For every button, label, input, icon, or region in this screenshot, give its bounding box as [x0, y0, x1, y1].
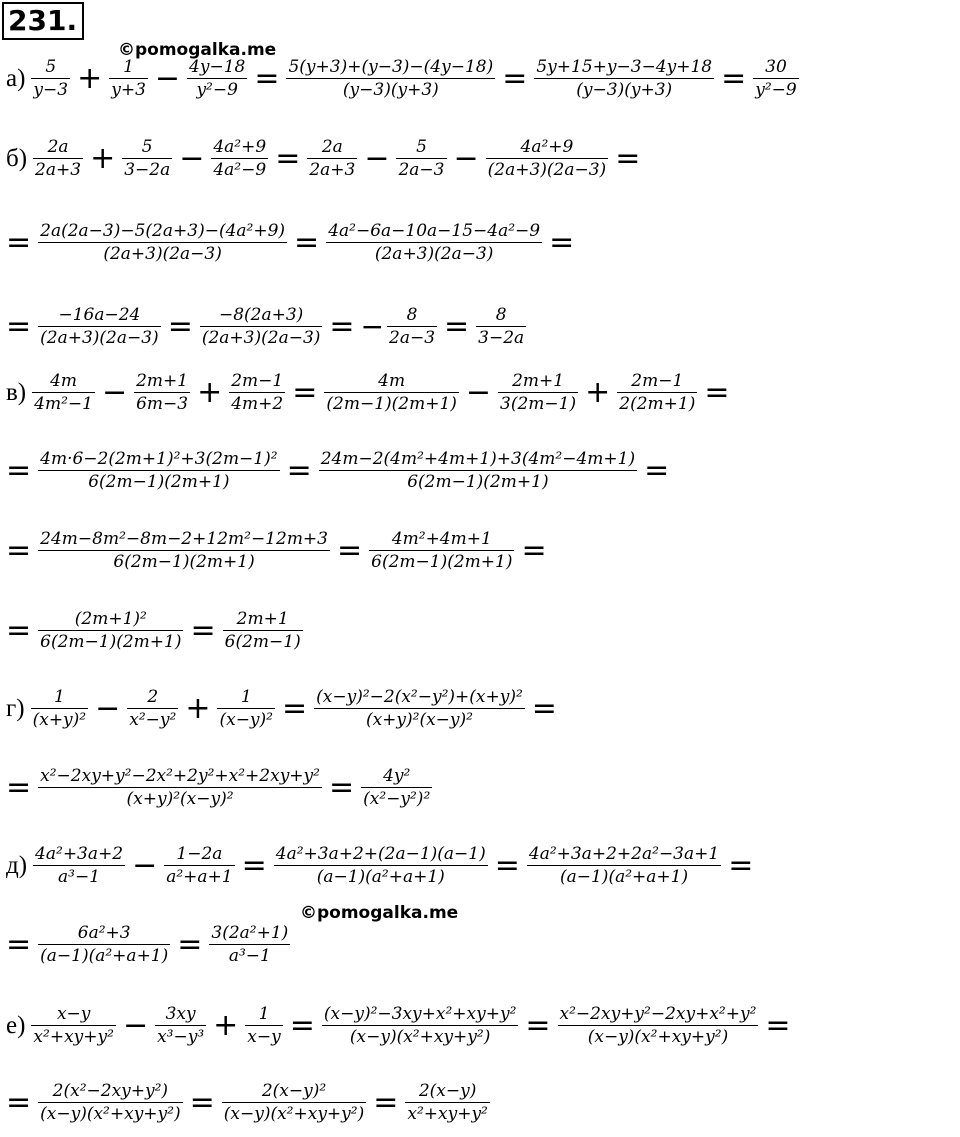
- denominator: x−y: [247, 1027, 281, 1047]
- denominator: (x−y)(x²+xy+y²): [587, 1027, 729, 1047]
- numerator: 30: [765, 57, 787, 77]
- denominator: 3(2m−1): [500, 394, 577, 414]
- numerator: 24m−2(4m²+4m+1)+3(4m²−4m+1): [320, 449, 636, 469]
- fraction: [534, 56, 714, 101]
- fraction: [396, 136, 446, 181]
- numerator: −8(2a+3): [218, 305, 304, 325]
- operator-sign: =: [241, 847, 267, 883]
- equation-line-g: [6, 686, 561, 731]
- denominator: 3−2a: [478, 328, 525, 348]
- equation-line-a: [6, 56, 802, 101]
- operator-sign: =: [6, 769, 32, 805]
- equation-line-d: [6, 843, 757, 888]
- numerator: x²−2xy+y²−2x²+2y²+x²+2xy+y²: [40, 766, 320, 786]
- fraction: [324, 370, 459, 415]
- fraction: [307, 136, 357, 181]
- numerator: (x−y)²−3xy+x²+xy+y²: [323, 1004, 517, 1024]
- denominator: 6(2m−1)(2m+1): [113, 552, 255, 572]
- fraction: [134, 370, 190, 415]
- numerator: −16a−24: [58, 305, 141, 325]
- fraction: [326, 220, 542, 265]
- operator-sign: =: [294, 224, 320, 260]
- numerator: 5: [141, 137, 153, 157]
- numerator: 4m: [50, 371, 78, 391]
- fraction: [155, 1003, 206, 1048]
- denominator: 6(2m−1)(2m+1): [88, 472, 230, 492]
- numerator: 8: [406, 305, 418, 325]
- operator-sign: =: [644, 452, 670, 488]
- operator-sign: −: [453, 140, 479, 176]
- equation-line-b: [6, 136, 644, 181]
- operator-sign: =: [704, 374, 730, 410]
- equation-line-e: [6, 1003, 795, 1048]
- equation-line-v-4: [6, 608, 306, 653]
- denominator: (2a+3)(2a−3): [487, 160, 607, 180]
- denominator: 3−2a: [124, 160, 171, 180]
- equation-line-v-3: [6, 528, 551, 573]
- numerator: 2a: [321, 137, 343, 157]
- numerator: 4a²−6a−10a−15−4a²−9: [328, 221, 541, 241]
- fraction: [31, 56, 70, 101]
- numerator: 1: [53, 687, 65, 707]
- operator-sign: =: [6, 308, 32, 344]
- denominator: (y−3)(y+3): [342, 80, 439, 100]
- numerator: 1: [258, 1004, 270, 1024]
- operator-sign: =: [765, 1007, 791, 1043]
- denominator: (x+y)²(x−y)²: [365, 710, 473, 730]
- denominator: (x+y)²(x−y)²: [126, 789, 234, 809]
- numerator: 5(y+3)+(y−3)−(4y−18): [288, 57, 494, 77]
- fraction: [217, 686, 275, 731]
- fraction: [319, 448, 637, 493]
- item-label: в): [6, 378, 27, 406]
- denominator: 6(2m−1)(2m+1): [40, 632, 182, 652]
- numerator: (x−y)²−2(x²−y²)+(x+y)²: [316, 687, 523, 707]
- operator-sign: =: [6, 612, 32, 648]
- operator-sign: =: [728, 847, 754, 883]
- fraction: [38, 765, 322, 810]
- fraction: [32, 370, 95, 415]
- denominator: (x−y)(x²+xy+y²): [223, 1104, 365, 1124]
- equation-line-d-2: [6, 922, 293, 967]
- operator-sign: =: [281, 690, 308, 726]
- denominator: 2a−3: [398, 160, 445, 180]
- operator-sign: =: [6, 224, 32, 260]
- fraction: [38, 922, 170, 967]
- equation-line-e-2: [6, 1080, 493, 1125]
- item-label: е): [6, 1011, 26, 1039]
- denominator: 2(2m+1): [619, 394, 696, 414]
- equation-line-b-3: [6, 304, 529, 349]
- fraction: [209, 922, 290, 967]
- denominator: (x−y)(x²+xy+y²): [349, 1027, 491, 1047]
- operator-sign: −: [360, 310, 385, 343]
- operator-sign: =: [337, 532, 363, 568]
- denominator: (2a+3)(2a−3): [103, 244, 222, 264]
- operator-sign: −: [179, 140, 205, 176]
- fraction: [286, 56, 495, 101]
- fraction: [33, 843, 125, 888]
- operator-sign: =: [373, 1084, 399, 1120]
- operator-sign: =: [6, 926, 32, 962]
- denominator: 6m−3: [136, 394, 189, 414]
- fraction: [322, 1003, 519, 1048]
- denominator: a³−1: [58, 867, 101, 887]
- numerator: 2(x−y): [418, 1081, 477, 1101]
- operator-sign: +: [185, 690, 211, 726]
- operator-sign: =: [254, 60, 280, 96]
- denominator: 4m²−1: [34, 394, 93, 414]
- fraction: [361, 765, 432, 810]
- denominator: x²−y²: [129, 710, 177, 730]
- numerator: 1−2a: [176, 844, 223, 864]
- operator-sign: =: [329, 308, 355, 344]
- operator-sign: =: [521, 532, 547, 568]
- denominator: (2a+3)(2a−3): [40, 328, 159, 348]
- fraction: [38, 608, 183, 653]
- denominator: x³−y³: [157, 1027, 205, 1047]
- operator-sign: +: [213, 1007, 239, 1043]
- fraction: [200, 304, 323, 349]
- operator-sign: +: [90, 140, 116, 176]
- numerator: 2m+1: [512, 371, 565, 391]
- numerator: 5: [416, 137, 427, 157]
- denominator: 2a+3: [309, 160, 356, 180]
- numerator: 3xy: [165, 1004, 196, 1024]
- numerator: 4a²+3a+2+(2a−1)(a−1): [275, 844, 486, 864]
- operator-sign: =: [328, 769, 355, 805]
- numerator: x−y: [56, 1004, 91, 1024]
- operator-sign: −: [364, 140, 390, 176]
- operator-sign: =: [289, 1007, 315, 1043]
- operator-sign: =: [190, 612, 216, 648]
- fraction: [31, 686, 89, 731]
- fraction: [387, 304, 437, 349]
- numerator: 2m−1: [631, 371, 684, 391]
- fraction: [405, 1080, 490, 1125]
- problem-number: 231.: [2, 2, 84, 40]
- fraction: [38, 448, 279, 493]
- operator-sign: =: [167, 308, 193, 344]
- numerator: 4m·6−2(2m+1)²+3(2m−1)²: [40, 449, 278, 469]
- operator-sign: =: [292, 374, 318, 410]
- numerator: 2a: [47, 137, 69, 157]
- fraction: [122, 136, 172, 181]
- operator-sign: −: [465, 374, 492, 410]
- operator-sign: +: [77, 60, 103, 96]
- numerator: 2m+1: [136, 371, 189, 391]
- fraction: [617, 370, 697, 415]
- operator-sign: =: [6, 452, 32, 488]
- denominator: y²−9: [196, 80, 238, 100]
- fraction: [753, 56, 798, 101]
- denominator: a²+a+1: [166, 867, 233, 887]
- fraction: [38, 220, 287, 265]
- denominator: 6(2m−1): [224, 632, 301, 652]
- denominator: (a−1)(a²+a+1): [316, 867, 445, 887]
- numerator: 2m−1: [231, 371, 284, 391]
- denominator: 4m+2: [231, 394, 284, 414]
- numerator: 2m+1: [236, 609, 289, 629]
- operator-sign: =: [286, 452, 312, 488]
- fraction: [38, 1080, 182, 1125]
- fraction: [223, 608, 303, 653]
- numerator: 5y+15+y−3−4y+18: [536, 57, 713, 77]
- denominator: a³−1: [228, 946, 271, 966]
- numerator: 4a²+3a+2+2a²−3a+1: [528, 844, 720, 864]
- operator-sign: −: [132, 847, 158, 883]
- operator-sign: +: [197, 374, 223, 410]
- fraction: [127, 686, 178, 731]
- operator-sign: −: [101, 374, 128, 410]
- numerator: 24m−8m²−8m−2+12m²−12m+3: [40, 529, 328, 549]
- operator-sign: −: [154, 60, 181, 96]
- numerator: 4m²+4m+1: [391, 529, 492, 549]
- operator-sign: =: [494, 847, 520, 883]
- operator-sign: =: [502, 60, 528, 96]
- numerator: 2: [147, 687, 159, 707]
- denominator: (x+y)²: [32, 710, 87, 730]
- fraction: [558, 1003, 759, 1048]
- numerator: 2(x−y)²: [261, 1081, 327, 1101]
- operator-sign: =: [549, 224, 575, 260]
- equation-line-v: [6, 370, 733, 415]
- fraction: [274, 843, 488, 888]
- fraction: [164, 843, 234, 888]
- equation-line-b-2: [6, 220, 578, 265]
- denominator: 6(2m−1)(2m+1): [371, 552, 513, 572]
- fraction: [222, 1080, 366, 1125]
- fraction: [527, 843, 721, 888]
- denominator: (x−y)²: [219, 710, 273, 730]
- operator-sign: =: [6, 532, 32, 568]
- fraction: [498, 370, 578, 415]
- fraction: [369, 528, 514, 573]
- numerator: 2a(2a−3)−5(2a+3)−(4a²+9): [40, 221, 286, 241]
- fraction: [486, 136, 609, 181]
- numerator: x²−2xy+y²−2xy+x²+y²: [559, 1004, 757, 1024]
- numerator: 4m: [378, 371, 406, 391]
- item-label: д): [6, 851, 28, 879]
- numerator: 2(x²−2xy+y²): [52, 1081, 169, 1101]
- numerator: 1: [123, 57, 134, 77]
- item-label: а): [6, 64, 26, 92]
- operator-sign: +: [585, 374, 611, 410]
- operator-sign: =: [444, 308, 470, 344]
- denominator: 2a−3: [389, 328, 436, 348]
- numerator: 4a²+9: [520, 137, 574, 157]
- operator-sign: =: [531, 690, 557, 726]
- numerator: 5: [45, 57, 57, 77]
- numerator: 3(2a²+1): [211, 923, 289, 943]
- item-label: б): [6, 144, 28, 172]
- numerator: 4y²: [383, 766, 411, 786]
- numerator: 6a²+3: [77, 923, 131, 943]
- denominator: (2m−1)(2m+1): [326, 394, 457, 414]
- operator-sign: =: [177, 926, 203, 962]
- numerator: 1: [240, 687, 252, 707]
- denominator: 4a²−9: [213, 160, 267, 180]
- fraction: [211, 136, 268, 181]
- fraction: [33, 136, 83, 181]
- operator-sign: =: [275, 140, 301, 176]
- denominator: x²+xy+y²: [33, 1027, 114, 1047]
- operator-sign: −: [122, 1007, 149, 1043]
- numerator: 4y−18: [189, 57, 246, 77]
- fraction: [476, 304, 526, 349]
- fraction: [38, 304, 161, 349]
- watermark-top: ©pomogalka.me: [118, 40, 277, 60]
- numerator: 4a²+9: [213, 137, 267, 157]
- denominator: 2a+3: [35, 160, 82, 180]
- fraction: [109, 56, 148, 101]
- operator-sign: −: [95, 690, 121, 726]
- fraction: [245, 1003, 282, 1048]
- equation-line-v-2: [6, 448, 673, 493]
- fraction: [38, 528, 330, 573]
- fraction: [314, 686, 525, 731]
- denominator: (x²−y²)²: [363, 789, 431, 809]
- fraction: [229, 370, 285, 415]
- denominator: (y−3)(y+3): [576, 80, 673, 100]
- denominator: 6(2m−1)(2m+1): [407, 472, 549, 492]
- denominator: (2a+3)(2a−3): [374, 244, 494, 264]
- denominator: y+3: [111, 80, 146, 100]
- numerator: 8: [495, 305, 507, 325]
- denominator: (a−1)(a²+a+1): [40, 946, 169, 966]
- numerator: (2m+1)²: [74, 609, 147, 629]
- denominator: (2a+3)(2a−3): [201, 328, 321, 348]
- operator-sign: =: [721, 60, 747, 96]
- denominator: (a−1)(a²+a+1): [559, 867, 689, 887]
- numerator: 4a²+3a+2: [35, 844, 124, 864]
- fraction: [187, 56, 247, 101]
- operator-sign: =: [525, 1007, 551, 1043]
- denominator: x²+xy+y²: [407, 1104, 488, 1124]
- fraction: [31, 1003, 116, 1048]
- operator-sign: =: [615, 140, 641, 176]
- watermark-middle: ©pomogalka.me: [300, 903, 459, 923]
- denominator: y−3: [33, 80, 69, 100]
- denominator: (x−y)(x²+xy+y²): [40, 1104, 181, 1124]
- operator-sign: =: [189, 1084, 215, 1120]
- item-label: г): [6, 694, 25, 722]
- equation-line-g-2: [6, 765, 435, 810]
- operator-sign: =: [6, 1084, 32, 1120]
- denominator: y²−9: [755, 80, 797, 100]
